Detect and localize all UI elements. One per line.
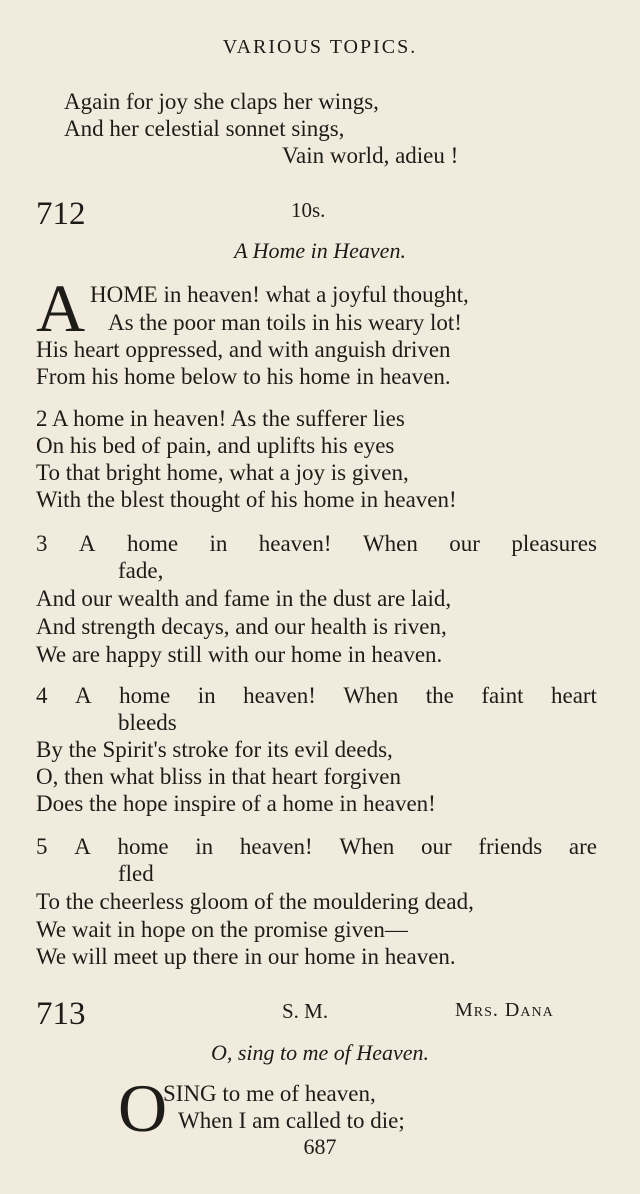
word: are: [568, 834, 597, 859]
page-number: 687: [303, 1134, 337, 1159]
verse-line: And our wealth and fame in the dust are laid,: [36, 586, 452, 611]
verse-line: With the blest thought of his home in heaven!: [36, 487, 457, 512]
word: heaven!: [258, 531, 332, 556]
word: in: [209, 531, 228, 556]
prev-hymn-line-1: Again for joy she claps her wings,: [64, 89, 379, 114]
word: our: [449, 531, 480, 556]
verse-line: On his bed of pain, and uplifts his eyes: [36, 433, 395, 458]
word: When: [339, 834, 395, 859]
hymn-meter: 10s.: [291, 198, 326, 222]
word: 5: [36, 834, 48, 859]
drop-cap: A: [36, 270, 86, 346]
prev-hymn-line-3: Vain world, adieu !: [282, 143, 459, 168]
running-head: VARIOUS TOPICS.: [222, 36, 418, 58]
word: home: [126, 531, 179, 556]
hymn-number: 712: [36, 196, 86, 232]
hymn-author: Mrs. Dana: [455, 999, 554, 1021]
drop-cap: O: [118, 1070, 168, 1146]
verse-line: From his home below to his home in heaven.: [36, 364, 451, 389]
word: heaven!: [243, 683, 316, 708]
hymn-number: 713: [36, 996, 86, 1032]
verse-line: 2 A home in heaven! As the sufferer lies: [36, 406, 405, 431]
verse-line: We wait in hope on the promise given—: [36, 917, 408, 942]
word: A: [74, 683, 92, 708]
word: home: [117, 834, 169, 859]
verse-line: We are happy still with our home in heaven.: [36, 642, 443, 667]
verse-line: When I am called to die;: [178, 1108, 405, 1133]
verse-line: By the Spirit's stroke for its evil deeds,: [36, 737, 393, 762]
word: home: [119, 683, 171, 708]
word: heart: [550, 683, 597, 708]
word: faint: [481, 683, 524, 708]
word: in: [197, 683, 216, 708]
hymn-meter: S. M.: [282, 999, 329, 1023]
verse-line: His heart oppressed, and with anguish driven: [36, 337, 451, 362]
word: A: [74, 834, 91, 859]
verse-line-justified: [36, 530, 597, 557]
prev-hymn-line-2: And her celestial sonnet sings,: [64, 116, 345, 141]
hymn-title: O, sing to me of Heaven.: [210, 1040, 430, 1065]
word: the: [425, 683, 454, 708]
word: A: [78, 531, 96, 556]
word: When: [343, 683, 399, 708]
verse-line: fade,: [118, 558, 164, 583]
verse-line: As the poor man toils in his weary lot!: [108, 310, 462, 335]
verse-line-justified: [36, 682, 597, 709]
verse-line: Does the hope inspire of a home in heaven!: [36, 791, 436, 816]
word: in: [195, 834, 214, 859]
verse-line: To that bright home, what a joy is given,: [36, 460, 409, 485]
verse-line: To the cheerless gloom of the mouldering dead,: [36, 889, 474, 914]
word: When: [362, 531, 418, 556]
verse-line: And strength decays, and our health is riven,: [36, 614, 447, 639]
verse-line: bleeds: [118, 710, 177, 735]
word: our: [420, 834, 452, 859]
word: 4: [36, 683, 48, 708]
verse-line: We will meet up there in our home in heaven.: [36, 944, 456, 969]
hymn-title: A Home in Heaven.: [234, 238, 406, 263]
word: pleasures: [511, 531, 597, 556]
verse-line: SING to me of heaven,: [163, 1081, 376, 1106]
verse-line: O, then what bliss in that heart forgiven: [36, 764, 401, 789]
word: 3: [36, 531, 48, 556]
word: friends: [478, 834, 543, 859]
verse-line: fled: [118, 861, 154, 886]
verse-line-justified: [36, 833, 597, 860]
verse-line: HOME in heaven! what a joyful thought,: [90, 282, 469, 307]
word: heaven!: [239, 834, 313, 859]
